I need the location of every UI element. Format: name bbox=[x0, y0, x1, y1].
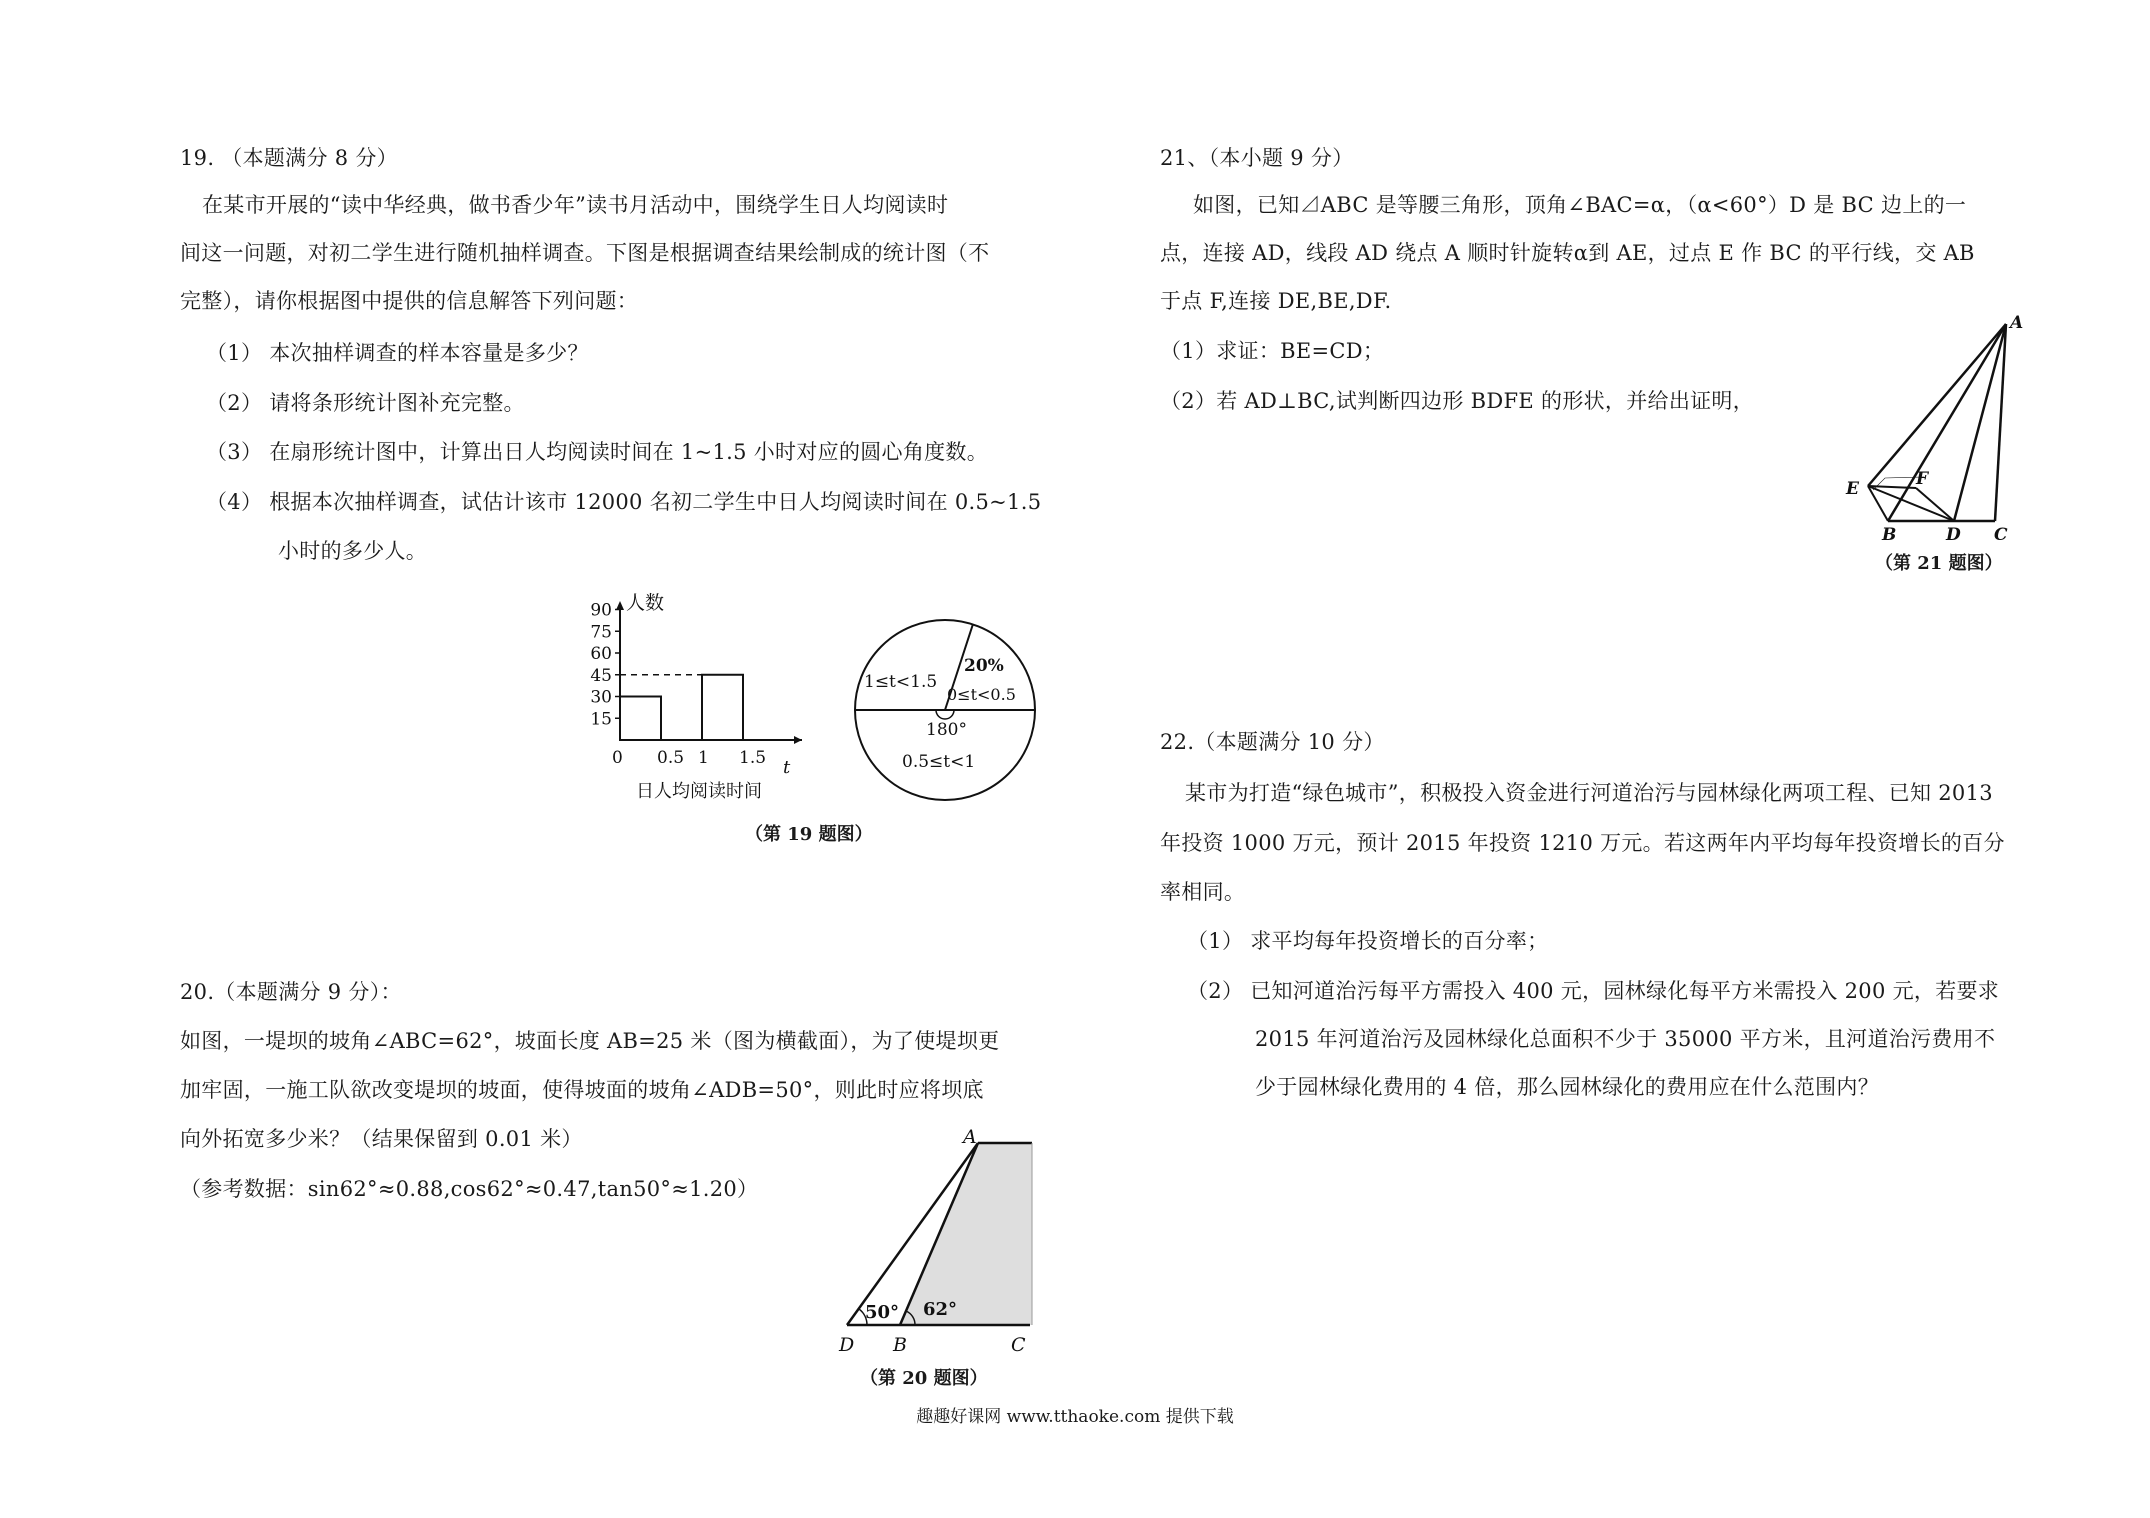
y-tick-label: 45 bbox=[590, 665, 612, 686]
bar-chart bbox=[570, 585, 810, 810]
segment-ab bbox=[1888, 324, 2006, 521]
bar bbox=[620, 697, 661, 741]
q22-item-2-cont-2: 少于园林绿化费用的 4 倍，那么园林绿化的费用应在什么范围内？ bbox=[1255, 1075, 1880, 1099]
x-axis-label: 日人均阅读时间 bbox=[636, 781, 762, 802]
q20-line-2: 加牢固，一施工队欲改变堤坝的坡面，使得坡面的坡角∠ADB=50°，则此时应将坝底 bbox=[180, 1078, 984, 1102]
q20-line-3: 向外拓宽多少米？（结果保留到 0.01 米） bbox=[180, 1127, 583, 1151]
q22-line-2: 年投资 1000 万元，预计 2015 年投资 1210 万元。若这两年内平均每年投资增长的百分 bbox=[1160, 831, 2005, 855]
q20-heading: 20.（本题满分 9 分）： bbox=[180, 980, 402, 1004]
x-axis-arrow bbox=[794, 736, 802, 744]
segment-ed bbox=[1868, 486, 1954, 521]
q19-line-3: 完整），请你根据图中提供的信息解答下列问题： bbox=[180, 289, 639, 313]
q20-caption: （第 20 题图） bbox=[860, 1368, 988, 1389]
q20-line-1: 如图，一堤坝的坡角∠ABC=62°，坡面长度 AB=25 米（图为横截面），为了使堤坝更 bbox=[180, 1029, 1000, 1053]
point-a-label: A bbox=[2010, 313, 2024, 333]
footer-source: 趣趣好课网 www.tthaoke.com 提供下载 bbox=[916, 1407, 1234, 1427]
x-tick-label: 1.5 bbox=[739, 748, 767, 768]
q21-line-1: 如图，已知⊿ABC 是等腰三角形，顶角∠BAC=α，（α<60°）D 是 BC 边上的一 bbox=[1193, 193, 1967, 217]
q22-item-1: （1） 求平均每年投资增长的百分率； bbox=[1187, 929, 1549, 953]
q21-line-3: 于点 F,连接 DE,BE,DF. bbox=[1160, 289, 1392, 313]
point-d-label: D bbox=[839, 1334, 855, 1356]
q21-line-2: 点，连接 AD，线段 AD 绕点 A 顺时针旋转α到 AE，过点 E 作 BC 的平行线，交 AB bbox=[1160, 241, 1975, 265]
q21-heading: 21、（本小题 9 分） bbox=[1160, 146, 1354, 170]
point-e-label: E bbox=[1846, 479, 1859, 499]
bar bbox=[702, 675, 743, 740]
pie-label-0.5-1: 0.5≤t<1 bbox=[902, 752, 976, 772]
q22-item-2: （2） 已知河道治污每平方需投入 400 元，园林绿化每平方米需投入 200 元，若要求 bbox=[1187, 979, 2000, 1003]
point-b-label: B bbox=[1882, 525, 1897, 545]
angle-mark bbox=[936, 710, 954, 719]
pie-chart bbox=[850, 615, 1040, 805]
angle-d-label: 50° bbox=[865, 1302, 900, 1323]
q22-heading: 22.（本题满分 10 分） bbox=[1160, 730, 1385, 754]
pie-label-0-0.5: 0≤t<0.5 bbox=[947, 685, 1016, 704]
x-tick-label: 0 bbox=[612, 748, 623, 768]
q19-line-1: 在某市开展的“读中华经典，做书香少年”读书月活动中，围绕学生日人均阅读时 bbox=[202, 193, 949, 217]
y-tick-label: 60 bbox=[590, 644, 612, 664]
point-b-label: B bbox=[893, 1334, 907, 1356]
y-tick-label: 15 bbox=[590, 709, 612, 730]
q21-item-1: （1）求证：BE=CD； bbox=[1160, 339, 1385, 363]
q19-item-2: （2） 请将条形统计图补充完整。 bbox=[206, 391, 525, 415]
y-axis-arrow bbox=[616, 601, 624, 610]
segment-eb bbox=[1868, 486, 1888, 521]
y-tick-label: 75 bbox=[590, 622, 612, 643]
q22-line-3: 率相同。 bbox=[1160, 880, 1246, 904]
point-c-label: C bbox=[1011, 1334, 1026, 1356]
q19-item-1: （1） 本次抽样调查的样本容量是多少？ bbox=[206, 341, 589, 365]
q19-heading: 19. （本题满分 8 分） bbox=[180, 146, 398, 170]
dam-figure bbox=[825, 1125, 1040, 1360]
q22-line-1: 某市为打造“绿色城市”，积极投入资金进行河道治污与园林绿化两项工程、已知 2013 bbox=[1185, 781, 1993, 805]
q19-caption: （第 19 题图） bbox=[745, 824, 873, 845]
triangle-figure bbox=[1830, 310, 2105, 545]
q22-item-2-cont-1: 2015 年河道治污及园林绿化总面积不少于 35000 平方米，且河道治污费用不 bbox=[1255, 1027, 1996, 1051]
point-f-label: F bbox=[1916, 469, 1929, 489]
x-tick-label: 1 bbox=[698, 748, 709, 768]
y-axis-label: 人数 bbox=[626, 592, 665, 614]
q20-reference-data: （参考数据：sin62°≈0.88,cos62°≈0.47,tan50°≈1.20） bbox=[180, 1177, 759, 1201]
segment-fd bbox=[1916, 488, 1954, 521]
point-c-label: C bbox=[1994, 525, 2008, 545]
segment-ac bbox=[1995, 324, 2006, 521]
point-a-label: A bbox=[963, 1126, 977, 1148]
q19-line-2: 间这一问题，对初二学生进行随机抽样调查。下图是根据调查结果绘制成的统计图（不 bbox=[180, 241, 990, 265]
y-tick-label: 30 bbox=[590, 687, 612, 708]
q19-item-4-cont: 小时的多少人。 bbox=[278, 539, 428, 563]
q19-item-3: （3） 在扇形统计图中，计算出日人均阅读时间在 1~1.5 小时对应的圆心角度数。 bbox=[206, 440, 989, 464]
pie-label-1-1.5: 1≤t<1.5 bbox=[864, 672, 938, 692]
pie-label-20pct: 20% bbox=[964, 656, 1004, 676]
point-d-label: D bbox=[1946, 525, 1961, 545]
x-tick-label: 0.5 bbox=[657, 748, 685, 768]
pie-label-180: 180° bbox=[926, 720, 967, 740]
q19-item-4: （4） 根据本次抽样调查，试估计该市 12000 名初二学生中日人均阅读时间在 0.5~1.5 bbox=[206, 490, 1042, 514]
q21-item-2: （2）若 AD⊥BC,试判断四边形 BDFE 的形状，并给出证明， bbox=[1160, 389, 1755, 413]
angle-b-label: 62° bbox=[923, 1299, 958, 1320]
x-axis-var: t bbox=[783, 757, 791, 778]
q21-caption: （第 21 题图） bbox=[1875, 553, 2003, 574]
y-tick-label: 90 bbox=[590, 600, 612, 621]
